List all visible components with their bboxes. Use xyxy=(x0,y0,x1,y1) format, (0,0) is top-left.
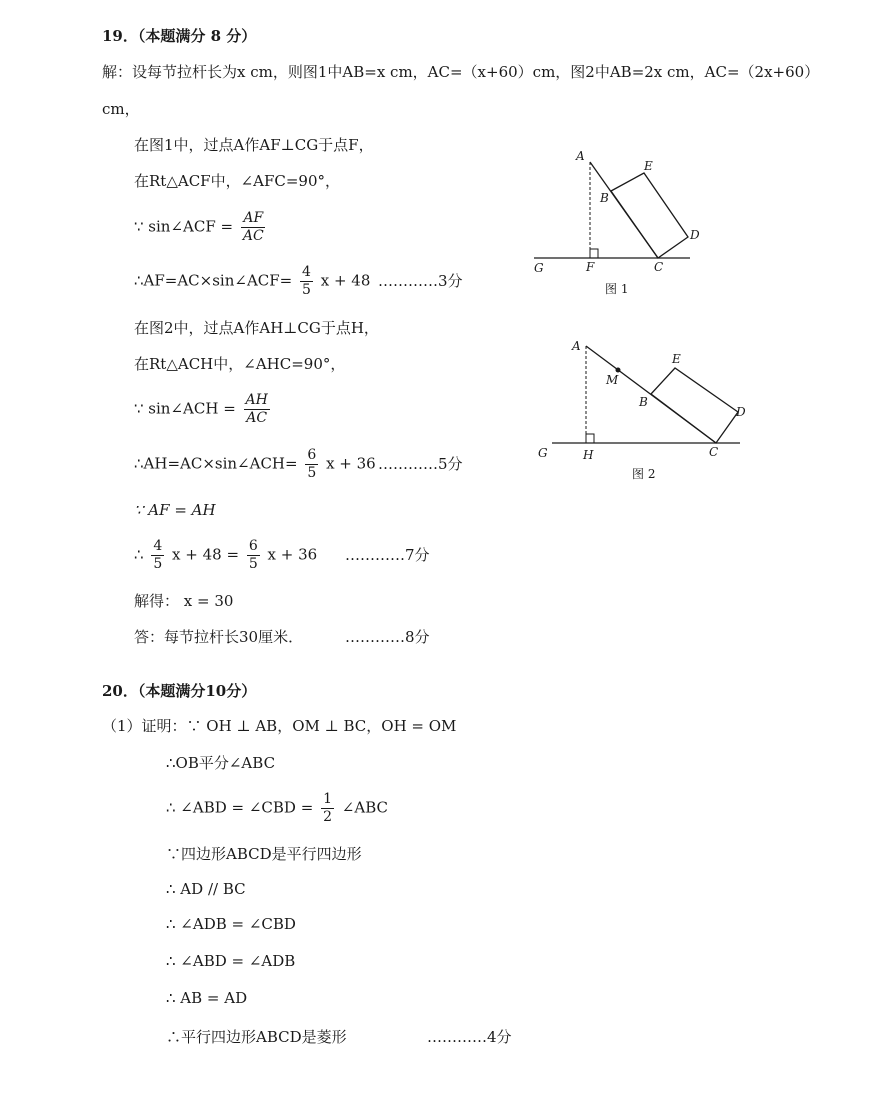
point-m xyxy=(616,368,621,373)
label-D: D xyxy=(690,228,700,242)
fraction-den: 5 xyxy=(302,282,311,298)
q19-header: 19．（本题满分 8 分） xyxy=(102,27,257,45)
label-H: H xyxy=(583,448,594,462)
formula-lhs: ∵ sin∠ACH = xyxy=(134,399,236,418)
label-C: C xyxy=(709,445,719,459)
rectangle-bedc xyxy=(611,173,688,258)
q19-solve-result: 解得： x = 30 xyxy=(134,592,234,610)
therefore-symbol: ∴ xyxy=(134,545,144,564)
fraction xyxy=(241,210,266,245)
q19-fig2-construction: 在图2中，过点A作AH⊥CG于点H， xyxy=(134,319,379,337)
formula-rhs: ∠ABC xyxy=(341,798,388,817)
fraction xyxy=(300,264,313,299)
q20-proof-line-8: ∴ AB = AD xyxy=(166,989,248,1007)
formula-lhs: ∴ ∠ABD = ∠CBD = xyxy=(166,798,314,817)
formula-lhs: ∴AH=AC×sin∠ACH= xyxy=(134,454,298,473)
q19-rt-triangle-acf: 在Rt△ACF中，∠AFC=90°， xyxy=(134,172,341,190)
label-E: E xyxy=(644,159,653,173)
fraction xyxy=(247,538,260,573)
fraction-den: AC xyxy=(242,228,264,244)
q19-answer: 答：每节拉杆长30厘米． xyxy=(134,628,304,646)
fraction-num: AH xyxy=(245,392,268,408)
label-A: A xyxy=(572,339,581,353)
score-5: …………5分 xyxy=(378,455,463,473)
figure-2 xyxy=(520,332,760,492)
q19-rt-triangle-ach: 在Rt△ACH中，∠AHC=90°， xyxy=(134,355,346,373)
fraction-num: 6 xyxy=(307,447,317,463)
fraction xyxy=(151,538,164,573)
formula-lhs: ∵ sin∠ACF = xyxy=(134,217,234,236)
label-B: B xyxy=(639,395,648,409)
right-angle-mark xyxy=(586,434,594,443)
fraction xyxy=(244,392,270,427)
label-F: F xyxy=(586,260,595,274)
q20-proof-line-6: ∴ ∠ADB = ∠CBD xyxy=(166,915,296,933)
fraction-den: AC xyxy=(246,410,268,426)
equation-rhs: x + 36 xyxy=(267,545,318,564)
q20-proof-line-2: ∴OB平分∠ABC xyxy=(166,754,276,772)
label-G: G xyxy=(538,446,548,460)
fraction-num: 6 xyxy=(248,538,258,554)
label-G: G xyxy=(534,261,544,275)
q19-af-equals-ah: ∵ AF = AH xyxy=(134,501,216,519)
q19-ah-result xyxy=(134,447,376,482)
q20-header: 20．（本题满分10分） xyxy=(102,682,257,700)
fraction-num: 4 xyxy=(153,538,163,554)
score-4: …………4分 xyxy=(427,1028,512,1046)
q20-proof-line-1: （1）证明：∵ OH ⊥ AB，OM ⊥ BC，OH = OM xyxy=(102,717,457,735)
fraction xyxy=(305,447,318,482)
fraction-num: 1 xyxy=(323,791,333,807)
q19-equation xyxy=(134,538,317,573)
q20-proof-line-5: ∴ AD // BC xyxy=(166,880,246,898)
q19-solution-line-2: cm， xyxy=(102,100,140,118)
fraction-den: 5 xyxy=(153,556,163,572)
fraction-den: 5 xyxy=(248,556,258,572)
label-B: B xyxy=(600,191,609,205)
figure-1-caption: 图 1 xyxy=(605,282,629,296)
figure-2-caption: 图 2 xyxy=(632,467,656,481)
formula-rhs: x + 36 xyxy=(326,454,376,473)
q20-proof-line-7: ∴ ∠ABD = ∠ADB xyxy=(166,952,296,970)
score-8: …………8分 xyxy=(345,628,430,646)
label-C: C xyxy=(654,260,664,274)
equation-middle: x + 48 = xyxy=(172,545,240,564)
figure-1 xyxy=(520,140,720,300)
label-E: E xyxy=(672,352,681,366)
formula-lhs: ∴AF=AC×sin∠ACF= xyxy=(134,271,293,290)
score-3: …………3分 xyxy=(378,272,463,290)
score-7: …………7分 xyxy=(345,546,430,564)
q20-proof-line-9: ∴平行四边形ABCD是菱形 xyxy=(166,1028,347,1046)
fraction xyxy=(321,791,334,826)
rectangle-bedc xyxy=(651,368,738,443)
q19-fig1-construction: 在图1中，过点A作AF⊥CG于点F， xyxy=(134,136,374,154)
label-A: A xyxy=(576,149,585,163)
fraction-den: 2 xyxy=(323,809,333,825)
q19-af-result xyxy=(134,264,370,299)
q19-sin-ach-formula xyxy=(134,392,273,427)
label-M: M xyxy=(606,373,619,387)
formula-rhs: x + 48 xyxy=(320,271,371,290)
fraction-den: 5 xyxy=(307,465,317,481)
fraction-num: AF xyxy=(243,210,264,226)
q20-proof-line-4: ∵四边形ABCD是平行四边形 xyxy=(166,845,362,863)
label-D: D xyxy=(736,405,746,419)
q20-proof-line-3 xyxy=(166,791,388,826)
fraction-num: 4 xyxy=(302,264,311,280)
q19-solution-line-1: 解：设每节拉杆长为x cm，则图1中AB=x cm，AC=（x+60）cm，图2中AB=2x cm，AC=（2x+60） xyxy=(102,63,820,81)
right-angle-mark xyxy=(590,249,598,258)
q19-sin-acf-formula xyxy=(134,210,269,245)
